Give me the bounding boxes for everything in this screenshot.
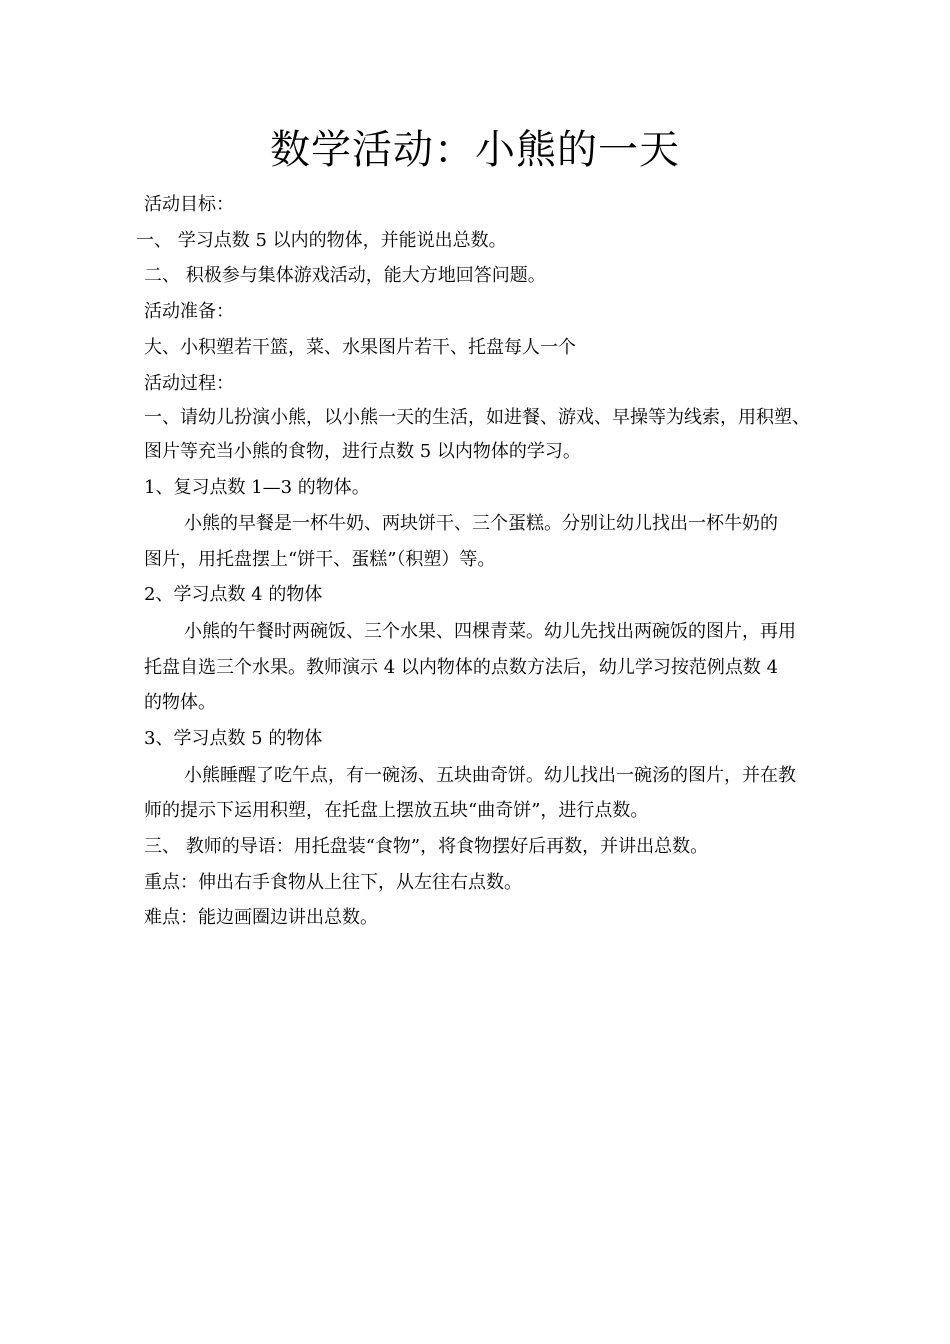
lunch-paragraph-line-3: 的物体。	[144, 692, 216, 713]
section-heading-preparation: 活动准备：	[144, 301, 234, 322]
breakfast-paragraph-line-2: 图片，用托盘摆上“饼干、蛋糕”（积塑）等。	[144, 549, 496, 570]
process-step-1-line-2: 图片等充当小熊的食物，进行点数 5 以内物体的学习。	[144, 441, 581, 462]
subsection-review-1-3: 1、复习点数 1—3 的物体。	[144, 477, 370, 498]
subsection-learn-5: 3、学习点数 5 的物体	[144, 728, 323, 749]
lunch-paragraph-line-2: 托盘自选三个水果。教师演示 4 以内物体的点数方法后，幼儿学习按范例点数 4	[144, 657, 779, 678]
teacher-guidance: 三、 教师的导语：用托盘装“食物”，将食物摆好后再数，并讲出总数。	[144, 836, 709, 857]
goal-item-2: 二、 积极参与集体游戏活动，能大方地回答问题。	[144, 265, 546, 286]
preparation-text: 大、小积塑若干篮，菜、水果图片若干、托盘每人一个	[144, 337, 576, 358]
process-step-1-line-1: 一、请幼儿扮演小熊，以小熊一天的生活，如进餐、游戏、早操等为线索，用积塑、	[144, 407, 810, 428]
difficult-point: 难点：能边画圈边讲出总数。	[144, 907, 378, 928]
goal-item-1: 一、 学习点数 5 以内的物体，并能说出总数。	[136, 230, 507, 251]
breakfast-paragraph-line-1: 小熊的早餐是一杯牛奶、两块饼干、三个蛋糕。分别让幼儿找出一杯牛奶的	[184, 513, 778, 534]
subsection-learn-4: 2、学习点数 4 的物体	[144, 584, 323, 605]
snack-paragraph-line-1: 小熊睡醒了吃午点，有一碗汤、五块曲奇饼。幼儿找出一碗汤的图片，并在教	[184, 765, 796, 786]
document-title: 数学活动：小熊的一天	[270, 127, 680, 173]
snack-paragraph-line-2: 师的提示下运用积塑，在托盘上摆放五块“曲奇饼”，进行点数。	[144, 800, 649, 821]
section-heading-goals: 活动目标：	[144, 194, 234, 215]
lunch-paragraph-line-1: 小熊的午餐时两碗饭、三个水果、四棵青菜。幼儿先找出两碗饭的图片，再用	[184, 621, 796, 642]
section-heading-process: 活动过程：	[144, 373, 234, 394]
key-point: 重点：伸出右手食物从上往下，从左往右点数。	[144, 872, 522, 893]
